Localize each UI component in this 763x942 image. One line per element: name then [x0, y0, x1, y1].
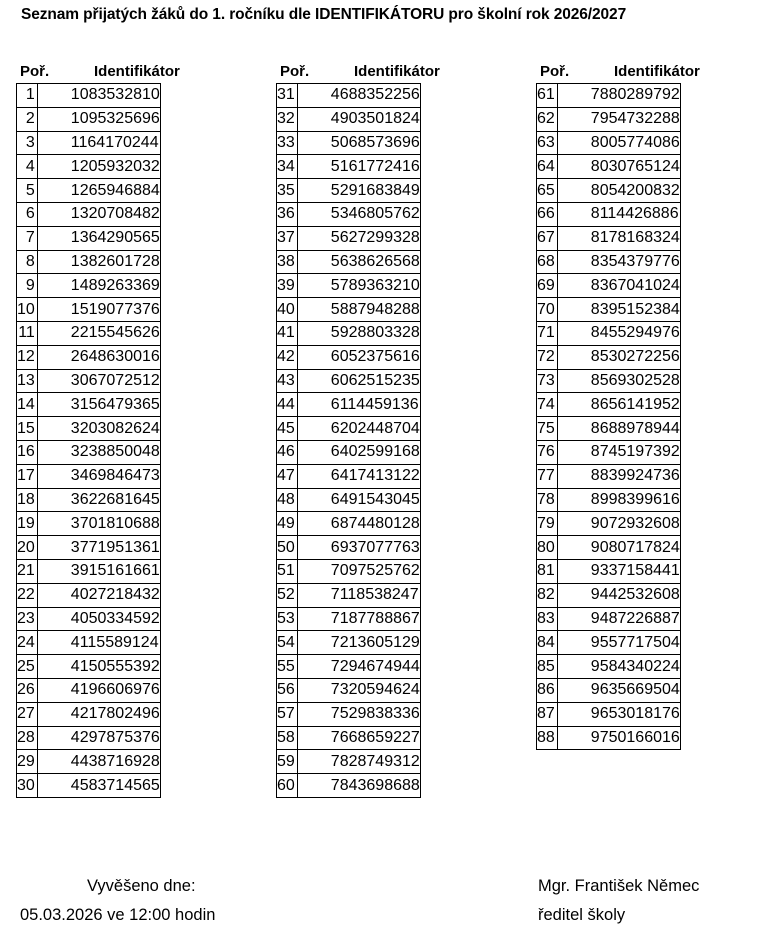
identifier-table	[276, 83, 421, 798]
table-row	[537, 369, 681, 393]
header-order: Poř.	[20, 63, 50, 80]
identifier-table	[536, 83, 681, 750]
order-cell: 39	[277, 274, 298, 298]
identifier-cell: 9487226887	[557, 607, 680, 631]
order-cell: 52	[277, 583, 298, 607]
posted-value: 05.03.2026 ve 12:00 hodin	[20, 906, 216, 924]
order-cell: 76	[537, 440, 558, 464]
order-cell: 63	[537, 131, 558, 155]
identifier-cell: 8178168324	[557, 226, 680, 250]
table-row	[277, 774, 421, 798]
table-row	[17, 250, 161, 274]
order-cell: 84	[537, 631, 558, 655]
identifier-cell: 6052375616	[297, 345, 420, 369]
order-cell: 40	[277, 298, 298, 322]
table-row	[277, 631, 421, 655]
table-row	[537, 226, 681, 250]
identifier-cell: 7529838336	[297, 702, 420, 726]
table-row	[17, 321, 161, 345]
order-cell: 58	[277, 726, 298, 750]
table-row	[17, 774, 161, 798]
table-row	[277, 440, 421, 464]
table-row	[277, 512, 421, 536]
order-cell: 4	[17, 155, 38, 179]
order-cell: 17	[17, 464, 38, 488]
table-row	[17, 726, 161, 750]
table-row	[17, 274, 161, 298]
table-row	[17, 583, 161, 607]
identifier-cell: 9750166016	[557, 726, 680, 750]
table-row	[537, 250, 681, 274]
order-cell: 10	[17, 298, 38, 322]
table-row	[277, 607, 421, 631]
order-cell: 46	[277, 440, 298, 464]
order-cell: 23	[17, 607, 38, 631]
identifier-cell: 1095325696	[37, 107, 160, 131]
order-cell: 87	[537, 702, 558, 726]
order-cell: 37	[277, 226, 298, 250]
table-header	[536, 62, 746, 84]
identifier-cell: 1320708482	[37, 202, 160, 226]
table-row	[277, 345, 421, 369]
table-row	[277, 583, 421, 607]
identifier-cell: 4115589124	[37, 631, 160, 655]
table-row	[17, 393, 161, 417]
identifier-cell: 6062515235	[297, 369, 420, 393]
identifier-cell: 5887948288	[297, 298, 420, 322]
identifier-cell: 4150555392	[37, 655, 160, 679]
order-cell: 24	[17, 631, 38, 655]
table-row	[277, 559, 421, 583]
identifier-cell: 8688978944	[557, 417, 680, 441]
identifier-cell: 8656141952	[557, 393, 680, 417]
identifier-cell: 9072932608	[557, 512, 680, 536]
table-row	[277, 726, 421, 750]
table-row	[17, 536, 161, 560]
table-row	[17, 369, 161, 393]
order-cell: 41	[277, 321, 298, 345]
table-row	[17, 226, 161, 250]
identifier-cell: 8530272256	[557, 345, 680, 369]
table-row	[537, 488, 681, 512]
table-row	[277, 298, 421, 322]
order-cell: 86	[537, 678, 558, 702]
order-cell: 78	[537, 488, 558, 512]
order-cell: 75	[537, 417, 558, 441]
table-row	[277, 750, 421, 774]
order-cell: 60	[277, 774, 298, 798]
order-cell: 66	[537, 202, 558, 226]
identifier-cell: 5161772416	[297, 155, 420, 179]
order-cell: 56	[277, 678, 298, 702]
order-cell: 13	[17, 369, 38, 393]
table-row	[537, 559, 681, 583]
identifier-cell: 5789363210	[297, 274, 420, 298]
identifier-cell: 5068573696	[297, 131, 420, 155]
order-cell: 11	[17, 321, 38, 345]
identifier-cell: 1083532810	[37, 84, 160, 108]
identifier-cell: 1489263369	[37, 274, 160, 298]
order-cell: 59	[277, 750, 298, 774]
table-row	[17, 607, 161, 631]
order-cell: 79	[537, 512, 558, 536]
table-row	[277, 107, 421, 131]
table-row	[537, 702, 681, 726]
table-row	[277, 702, 421, 726]
table-row	[537, 345, 681, 369]
page-title: Seznam přijatých žáků do 1. ročníku dle IDENTIFIKÁTORU pro školní rok 2026/2027	[21, 6, 627, 23]
header-identifier: Identifikátor	[354, 63, 440, 80]
table-row	[537, 393, 681, 417]
order-cell: 12	[17, 345, 38, 369]
order-cell: 54	[277, 631, 298, 655]
identifier-cell: 7187788867	[297, 607, 420, 631]
order-cell: 81	[537, 559, 558, 583]
identifier-cell: 7213605129	[297, 631, 420, 655]
identifier-cell: 9635669504	[557, 678, 680, 702]
identifier-cell: 8054200832	[557, 179, 680, 203]
order-cell: 8	[17, 250, 38, 274]
table-row	[277, 464, 421, 488]
order-cell: 31	[277, 84, 298, 108]
table-header	[16, 62, 226, 84]
table-row	[277, 536, 421, 560]
table-row	[537, 179, 681, 203]
order-cell: 65	[537, 179, 558, 203]
identifier-cell: 5291683849	[297, 179, 420, 203]
order-cell: 5	[17, 179, 38, 203]
table-row	[17, 559, 161, 583]
order-cell: 19	[17, 512, 38, 536]
identifier-cell: 6417413122	[297, 464, 420, 488]
header-identifier: Identifikátor	[614, 63, 700, 80]
order-cell: 28	[17, 726, 38, 750]
table-row	[17, 107, 161, 131]
table-row	[17, 655, 161, 679]
header-order: Poř.	[540, 63, 570, 80]
order-cell: 85	[537, 655, 558, 679]
identifier-cell: 3469846473	[37, 464, 160, 488]
table-row	[17, 678, 161, 702]
order-cell: 42	[277, 345, 298, 369]
order-cell: 48	[277, 488, 298, 512]
order-cell: 68	[537, 250, 558, 274]
order-cell: 22	[17, 583, 38, 607]
identifier-cell: 8030765124	[557, 155, 680, 179]
table-row	[277, 678, 421, 702]
table-row	[537, 298, 681, 322]
order-cell: 32	[277, 107, 298, 131]
order-cell: 27	[17, 702, 38, 726]
identifier-cell: 8354379776	[557, 250, 680, 274]
identifier-cell: 9653018176	[557, 702, 680, 726]
order-cell: 25	[17, 655, 38, 679]
identifier-cell: 1519077376	[37, 298, 160, 322]
order-cell: 14	[17, 393, 38, 417]
identifier-cell: 7118538247	[297, 583, 420, 607]
order-cell: 77	[537, 464, 558, 488]
table-row	[537, 607, 681, 631]
table-row	[277, 369, 421, 393]
order-cell: 45	[277, 417, 298, 441]
table-row	[277, 226, 421, 250]
order-cell: 83	[537, 607, 558, 631]
table-header	[276, 62, 486, 84]
identifier-cell: 9442532608	[557, 583, 680, 607]
order-cell: 33	[277, 131, 298, 155]
table-row	[537, 464, 681, 488]
identifier-cell: 6874480128	[297, 512, 420, 536]
order-cell: 38	[277, 250, 298, 274]
order-cell: 64	[537, 155, 558, 179]
order-cell: 7	[17, 226, 38, 250]
table-row	[277, 321, 421, 345]
identifier-cell: 3067072512	[37, 369, 160, 393]
table-row	[277, 655, 421, 679]
order-cell: 1	[17, 84, 38, 108]
identifier-cell: 4438716928	[37, 750, 160, 774]
table-row	[537, 84, 681, 108]
identifier-cell: 9337158441	[557, 559, 680, 583]
order-cell: 21	[17, 559, 38, 583]
table-row	[17, 298, 161, 322]
order-cell: 53	[277, 607, 298, 631]
table-row	[537, 321, 681, 345]
table-row	[537, 417, 681, 441]
table-row	[277, 393, 421, 417]
table-row	[537, 155, 681, 179]
order-cell: 16	[17, 440, 38, 464]
order-cell: 55	[277, 655, 298, 679]
identifier-cell: 8005774086	[557, 131, 680, 155]
header-order: Poř.	[280, 63, 310, 80]
identifier-cell: 4196606976	[37, 678, 160, 702]
table-row	[537, 107, 681, 131]
table-row	[537, 678, 681, 702]
identifier-cell: 8998399616	[557, 488, 680, 512]
identifier-cell: 8395152384	[557, 298, 680, 322]
table-row	[17, 702, 161, 726]
identifier-cell: 7828749312	[297, 750, 420, 774]
identifier-cell: 8569302528	[557, 369, 680, 393]
table-row	[17, 202, 161, 226]
table-row	[17, 345, 161, 369]
table-row	[537, 274, 681, 298]
identifier-cell: 4583714565	[37, 774, 160, 798]
table-row	[277, 84, 421, 108]
identifier-cell: 5346805762	[297, 202, 420, 226]
order-cell: 15	[17, 417, 38, 441]
order-cell: 43	[277, 369, 298, 393]
identifier-cell: 7880289792	[557, 84, 680, 108]
identifier-cell: 9557717504	[557, 631, 680, 655]
order-cell: 35	[277, 179, 298, 203]
order-cell: 30	[17, 774, 38, 798]
table-row	[17, 750, 161, 774]
table-row	[17, 440, 161, 464]
identifier-cell: 1364290565	[37, 226, 160, 250]
identifier-cell: 8114426886	[557, 202, 680, 226]
order-cell: 74	[537, 393, 558, 417]
table-row	[17, 179, 161, 203]
table-row	[17, 417, 161, 441]
order-cell: 49	[277, 512, 298, 536]
identifier-cell: 1382601728	[37, 250, 160, 274]
order-cell: 70	[537, 298, 558, 322]
order-cell: 26	[17, 678, 38, 702]
identifier-cell: 7954732288	[557, 107, 680, 131]
order-cell: 62	[537, 107, 558, 131]
table-row	[17, 155, 161, 179]
order-cell: 9	[17, 274, 38, 298]
identifier-cell: 4027218432	[37, 583, 160, 607]
identifier-cell: 4903501824	[297, 107, 420, 131]
order-cell: 71	[537, 321, 558, 345]
table-row	[277, 131, 421, 155]
identifier-cell: 3915161661	[37, 559, 160, 583]
table-row	[17, 512, 161, 536]
identifier-cell: 3238850048	[37, 440, 160, 464]
order-cell: 3	[17, 131, 38, 155]
identifier-cell: 2215545626	[37, 321, 160, 345]
order-cell: 44	[277, 393, 298, 417]
signer-role: ředitel školy	[538, 906, 626, 924]
order-cell: 20	[17, 536, 38, 560]
table-row	[537, 655, 681, 679]
table-row	[277, 179, 421, 203]
identifier-cell: 4297875376	[37, 726, 160, 750]
order-cell: 73	[537, 369, 558, 393]
identifier-cell: 6114459136	[297, 393, 420, 417]
identifier-cell: 8745197392	[557, 440, 680, 464]
identifier-cell: 7294674944	[297, 655, 420, 679]
identifier-cell: 6491543045	[297, 488, 420, 512]
identifier-cell: 2648630016	[37, 345, 160, 369]
order-cell: 18	[17, 488, 38, 512]
table-row	[17, 464, 161, 488]
identifier-cell: 3771951361	[37, 536, 160, 560]
identifier-cell: 6937077763	[297, 536, 420, 560]
identifier-cell: 4217802496	[37, 702, 160, 726]
order-cell: 57	[277, 702, 298, 726]
posted-label: Vyvěšeno dne:	[87, 877, 196, 895]
identifier-table	[16, 83, 161, 798]
identifier-cell: 7843698688	[297, 774, 420, 798]
order-cell: 34	[277, 155, 298, 179]
table-row	[17, 131, 161, 155]
identifier-cell: 1205932032	[37, 155, 160, 179]
order-cell: 61	[537, 84, 558, 108]
identifier-cell: 6402599168	[297, 440, 420, 464]
table-row	[277, 274, 421, 298]
identifier-cell: 7097525762	[297, 559, 420, 583]
table-row	[277, 155, 421, 179]
order-cell: 2	[17, 107, 38, 131]
table-row	[537, 726, 681, 750]
identifier-cell: 9080717824	[557, 536, 680, 560]
identifier-cell: 9584340224	[557, 655, 680, 679]
table-row	[17, 84, 161, 108]
header-identifier: Identifikátor	[94, 63, 180, 80]
order-cell: 50	[277, 536, 298, 560]
identifier-cell: 5928803328	[297, 321, 420, 345]
order-cell: 51	[277, 559, 298, 583]
order-cell: 6	[17, 202, 38, 226]
identifier-cell: 1164170244	[37, 131, 160, 155]
identifier-cell: 3156479365	[37, 393, 160, 417]
order-cell: 67	[537, 226, 558, 250]
table-row	[537, 536, 681, 560]
table-row	[277, 488, 421, 512]
order-cell: 82	[537, 583, 558, 607]
table-row	[277, 417, 421, 441]
table-row	[17, 488, 161, 512]
order-cell: 47	[277, 464, 298, 488]
identifier-cell: 8455294976	[557, 321, 680, 345]
table-row	[537, 440, 681, 464]
signer-name: Mgr. František Němec	[538, 877, 700, 895]
identifier-cell: 5627299328	[297, 226, 420, 250]
identifier-cell: 1265946884	[37, 179, 160, 203]
identifier-cell: 8367041024	[557, 274, 680, 298]
identifier-cell: 4050334592	[37, 607, 160, 631]
table-row	[277, 250, 421, 274]
identifier-cell: 3622681645	[37, 488, 160, 512]
order-cell: 29	[17, 750, 38, 774]
order-cell: 80	[537, 536, 558, 560]
order-cell: 72	[537, 345, 558, 369]
table-row	[537, 631, 681, 655]
table-row	[537, 202, 681, 226]
identifier-cell: 7668659227	[297, 726, 420, 750]
identifier-cell: 3203082624	[37, 417, 160, 441]
table-row	[17, 631, 161, 655]
order-cell: 88	[537, 726, 558, 750]
order-cell: 36	[277, 202, 298, 226]
table-row	[537, 131, 681, 155]
identifier-cell: 8839924736	[557, 464, 680, 488]
identifier-cell: 4688352256	[297, 84, 420, 108]
identifier-cell: 6202448704	[297, 417, 420, 441]
identifier-cell: 3701810688	[37, 512, 160, 536]
order-cell: 69	[537, 274, 558, 298]
table-row	[277, 202, 421, 226]
identifier-cell: 7320594624	[297, 678, 420, 702]
table-row	[537, 583, 681, 607]
table-row	[537, 512, 681, 536]
identifier-cell: 5638626568	[297, 250, 420, 274]
